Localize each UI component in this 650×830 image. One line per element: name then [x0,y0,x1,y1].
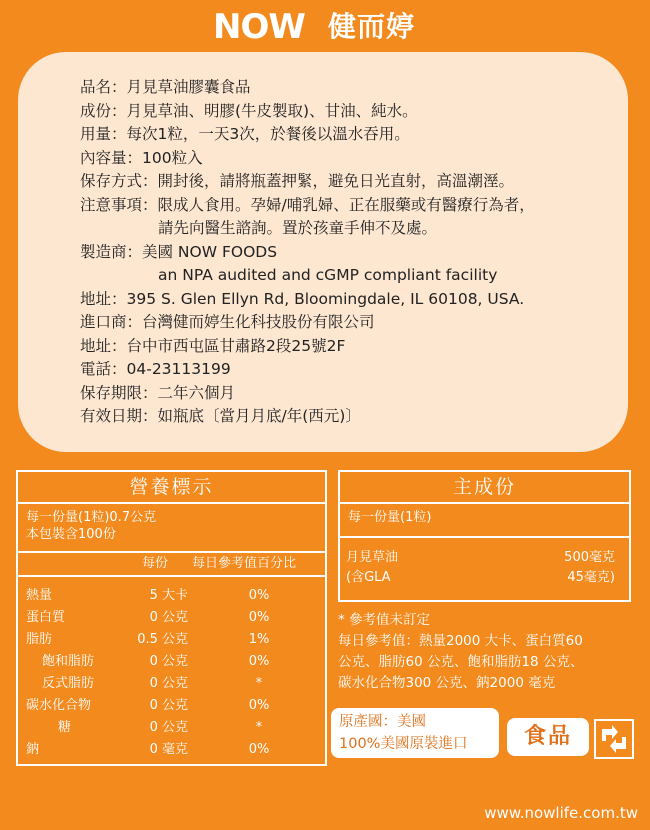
brand-header [0,6,650,46]
table-row [340,548,629,568]
recycle-icon [594,719,634,759]
note-line: 碳水化合物300 公克、鈉2000 毫克 [338,675,556,691]
table-row [18,695,325,717]
table-row [18,717,325,739]
table-row [18,607,325,629]
importer-line: 進口商：台灣健而婷生化科技股份有限公司 [80,313,375,331]
ingredient-name: (含GLA [346,570,391,585]
main-ingredients-table [338,470,631,602]
nutrient-pct: * [255,676,263,691]
nutrient-amount: 0 公克 [149,654,188,669]
caution-line-2: 請先向醫生諮詢。置於孩童手伸不及處。 [158,219,438,237]
nutrient-name: 碳水化合物 [26,698,92,713]
origin-country: 原產國：美國 [339,714,426,730]
website-url: www.nowlife.com.tw [484,804,638,822]
table-row [18,673,325,695]
ingredients-line: 成份：月見草油、明膠(牛皮製取)、甘油、純水。 [80,101,418,120]
original-import: 100%美國原裝進口 [339,736,468,752]
nutrient-amount: 0.5 公克 [137,632,188,647]
nutrient-name: 蛋白質 [26,610,66,625]
ingredient-rows [340,538,629,588]
importer-address-line: 地址：台中市西屯區甘肅路2段25號2F [80,336,346,355]
nutrient-pct: 0% [248,610,270,625]
shelf-life-line: 保存期限：二年六個月 [80,383,236,402]
servings-per-pack: 本包裝含100份 [26,527,116,542]
expiry-line: 有效日期：如瓶底〔當月月底/年(西元)〕 [80,407,361,425]
ingredient-amount: 45毫克) [567,570,615,585]
table-row [18,585,325,607]
table-row [18,651,325,673]
table-row [18,739,325,761]
nutrient-name: 熱量 [26,588,53,603]
address-line: 地址：395 S. Glen Ellyn Rd, Bloomingdale, IL 60108, USA. [80,289,525,308]
note-line: * 參考值未訂定 [338,612,431,628]
col-per-serving: 每份 [142,556,169,571]
nutrition-title: 營養標示 [18,472,325,504]
col-daily-pct: 每日參考值百分比 [192,556,297,571]
product-info-list [80,76,535,429]
now-logo: NOW [213,7,305,47]
nutrient-name: 脂肪 [26,632,53,647]
note-line: 每日參考值：熱量2000 大卡、蛋白質60 [338,633,583,649]
nutrition-serving [18,504,325,553]
caution-line-1: 注意事項：限成人食用。孕婦/哺乳婦、正在服藥或有醫療行為者， [80,195,535,214]
nutrient-pct: 0% [248,698,270,713]
nutrient-amount: 5 大卡 [149,588,188,603]
nutrient-name: 飽和脂肪 [42,654,95,669]
usage-line: 用量：每次1粒，一天3次，於餐後以溫水吞用。 [80,125,410,143]
nutrient-name: 鈉 [26,742,40,757]
serving-size: 每一份量(1粒)0.7公克 [26,510,157,525]
nutrient-amount: 0 公克 [149,698,188,713]
origin-badge [331,708,499,758]
nutrient-pct: 1% [248,632,270,647]
table-row [340,568,629,588]
nutrient-pct: * [255,720,263,735]
nutrient-amount: 0 公克 [149,720,188,735]
nutrient-pct: 0% [248,654,270,669]
nutrient-name: 反式脂肪 [42,676,95,691]
nutrition-facts-table [16,470,327,766]
nutrient-pct: 0% [248,742,270,757]
nutrient-pct: 0% [248,588,270,603]
ingredients-title: 主成份 [340,472,629,504]
manufacturer-line: 製造商：美國 NOW FOODS [80,242,278,261]
note-line: 公克、脂肪60 公克、飽和脂肪18 公克、 [338,654,584,670]
food-badge: 食品 [507,718,589,756]
nutrition-column-header [18,553,325,577]
nutrition-rows [18,577,325,761]
storage-line: 保存方式：開封後，請將瓶蓋押緊，避免日光直射，高溫潮溼。 [80,172,515,190]
content-line: 內容量：100粒入 [80,148,203,167]
phone-line: 電話：04-23113199 [80,360,231,378]
daily-value-note [338,610,638,694]
nutrient-amount: 0 毫克 [149,742,188,757]
table-row [18,629,325,651]
nutrient-amount: 0 公克 [149,676,188,691]
ingredients-serving: 每一份量(1粒) [340,504,629,538]
ingredient-amount: 500毫克 [564,550,615,565]
manufacturer-line-2: an NPA audited and cGMP compliant facility [158,266,498,284]
brand-name-cn: 健而婷 [328,10,416,43]
nutrient-amount: 0 公克 [149,610,188,625]
product-name: 品名：月見草油膠囊食品 [80,78,251,96]
ingredient-name: 月見草油 [346,550,399,565]
nutrient-name: 糖 [58,720,72,735]
